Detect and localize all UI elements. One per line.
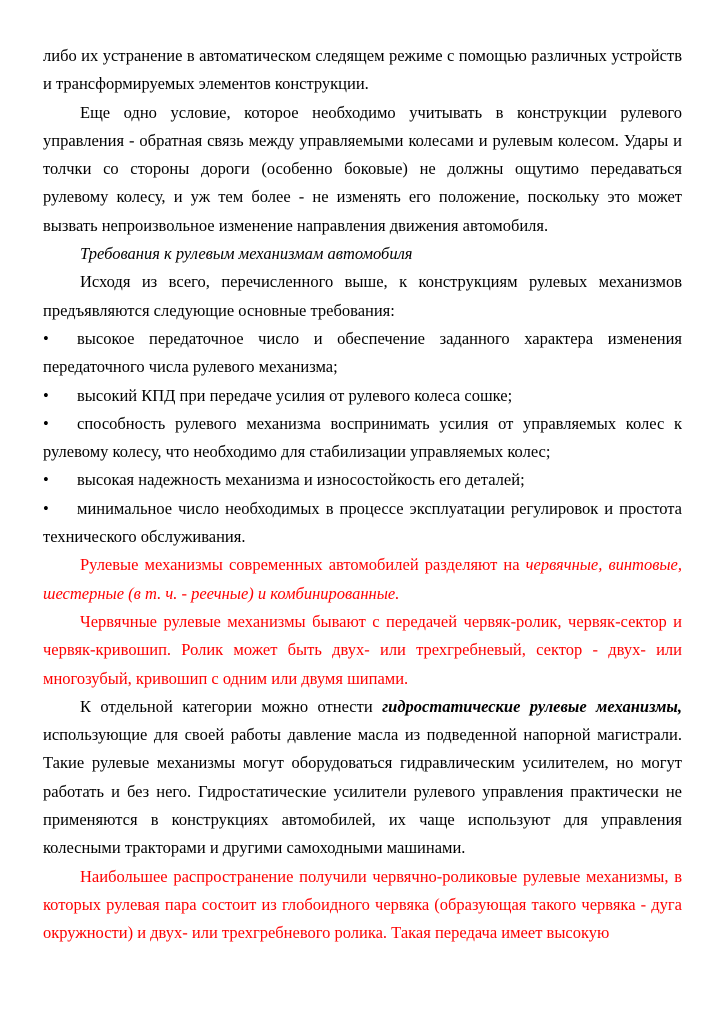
paragraph-text: Червячные рулевые механизмы бывают с передачей червяк-ролик, червяк-сектор и червяк-кривошип. Ролик может быть двух- или трехгребневый, сектор - двух- или многозубый, кривошип с одним или двумя шипами. [43,611,682,688]
list-item-text: способность рулевого механизма воспринимать усилия от управляемых колес к рулевому колесу, что необходимо для стабилизации управляемых колес; [43,413,682,462]
requirement-item-5 [43,495,682,552]
intro-continuation-paragraph [43,42,682,99]
paragraph-text-bold-italic: гидростатические рулевые механизмы, [382,696,682,716]
requirement-item-1 [43,325,682,382]
hydrostatic-paragraph [43,693,682,863]
bullet-icon: • [43,385,49,405]
list-item-text: высокое передаточное число и обеспечение заданного характера изменения передаточного числа рулевого механизма; [43,328,682,377]
paragraph-text-italic: червячные, винтовые, шестерные (в т. ч. - реечные) и комбинированные. [43,555,682,603]
worm-roller-paragraph [43,863,682,948]
paragraph-text: Рулевые механизмы современных автомобилей разделяют на [80,555,526,575]
requirement-item-3 [43,410,682,467]
mechanism-types-paragraph [43,551,682,608]
paragraph-text: К отдельной категории можно отнести [80,696,383,716]
list-item-text: высокая надежность механизма и износостойкость его деталей; [77,470,525,490]
paragraph-text: либо их устранение в автоматическом следящем режиме с помощью различных устройств и трансформируемых элементов конструкции. [43,46,682,94]
paragraph-text: Исходя из всего, перечисленного выше, к конструкциям рулевых механизмов предъявляются следующие основные требования: [43,272,682,320]
worm-mechanisms-paragraph [43,608,682,693]
bullet-icon: • [43,498,49,518]
bullet-icon: • [43,413,49,433]
heading-text: Требования к рулевым механизмам автомобиля [80,244,413,264]
paragraph-text: Наибольшее распространение получили червячно-роликовые рулевые механизмы, в которых рулевая пара состоит из глобоидного червяка (образующая такого червяка - дуга окружности) и двух- или трехгребневого ролика. Такая передача имеет высокую [43,866,682,943]
list-item-text: высокий КПД при передаче усилия от рулевого колеса сошке; [77,385,513,405]
requirement-item-2 [43,382,682,410]
requirements-heading [43,240,682,268]
feedback-condition-paragraph [43,99,682,240]
requirements-intro-paragraph [43,268,682,325]
bullet-icon: • [43,470,49,490]
list-item-text: минимальное число необходимых в процессе эксплуатации регулировок и простота технического обслуживания. [43,498,682,547]
bullet-icon: • [43,328,49,348]
requirement-item-4 [43,466,682,494]
paragraph-text: использующие для своей работы давление масла из подведенной напорной магистрали. Такие рулевые механизмы могут оборудоваться гидравлическим усилителем, но могут работать и без него. Гидростатические усилители рулевого управления практически не применяются в конструкциях автомобилей, их чаще используют для управления колесными тракторами и другими самоходными машинами. [43,725,682,858]
paragraph-text: Еще одно условие, которое необходимо учитывать в конструкции рулевого управления - обратная связь между управляемыми колесами и рулевым колесом. Удары и толчки со стороны дороги (особенно боковые) не должны ощутимо передаваться рулевому колесу, и уж тем более - не изменять его положение, поскольку это может вызвать непроизвольное изменение направления движения автомобиля. [43,102,682,235]
